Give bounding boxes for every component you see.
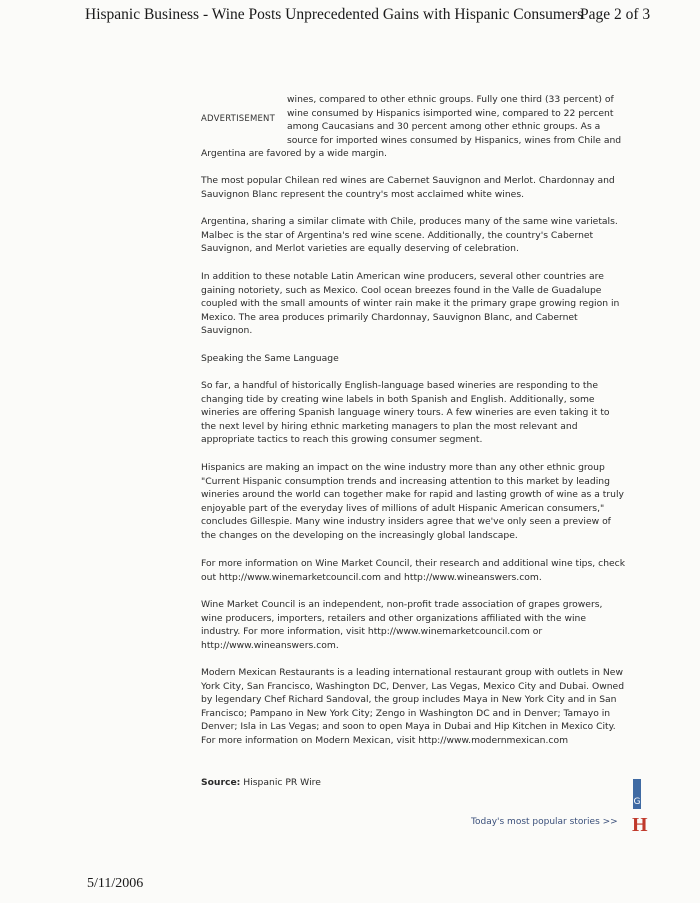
article-paragraph-9-text: Modern Mexican Restaurants is a leading international restaurant group with outlets in New York City, San Francisco, Washington DC, Denver, Las Vegas, Mexico City and Dubai. Owned by legendary Chef Richard Sandoval, the group includes Maya in New York City and in San Francisco; Pampano in New York City; Zengo in Washington DC and in Denver; Tamayo in Denver; Isla in Las Vegas; and soon to open Maya in Dubai and Hip Kitchen in Mexico City. For more information on Modern Mexican, visit http://www.modernmexican.com [201, 667, 625, 746]
article-paragraph-1 [287, 93, 627, 147]
article-paragraph-7-text: For more information on Wine Market Council, their research and additional wine tips, check out http://www.winemarketcouncil.com and http://www.wineanswers.com. [201, 558, 626, 583]
source-value: Hispanic PR Wire [243, 777, 321, 788]
advertisement-label: ADVERTISEMENT [201, 114, 276, 124]
article-source [201, 776, 626, 790]
side-blue-badge[interactable]: G [633, 779, 641, 809]
article-subheading-text: Speaking the Same Language [201, 353, 339, 364]
page-number: Page 2 of 3 [580, 6, 651, 23]
print-date: 5/11/2006 [87, 876, 144, 891]
article-paragraph-8 [201, 598, 626, 652]
article-paragraph-5-text: So far, a handful of historically English-language based wineries are responding to the changing tide by creating wine labels in both Spanish and English. Additionally, some wineries are offering Spanish language winery tours. A few wineries are even taking it to the next level by hiring ethnic marketing managers to plan the most relevant and appropriate tactics to reach this growing consumer segment. [201, 380, 610, 446]
article-paragraph-1-tail [201, 147, 626, 161]
article-paragraph-4 [201, 270, 626, 338]
article-paragraph-5 [201, 379, 626, 447]
page-header-title: Hispanic Business - Wine Posts Unprecedented Gains with Hispanic Consumers [85, 6, 584, 23]
article-paragraph-1-text: wines, compared to other ethnic groups. Fully one third (33 percent) of wine consumed by Hispanics isimported wine, compared to 22 percent among Caucasians and 30 percent among other ethnic groups. As a source for imported wines consumed by Hispanics, wines from Chile and [287, 94, 622, 146]
article-paragraph-9 [201, 666, 626, 748]
popular-stories-link[interactable]: Today's most popular stories >> [471, 817, 618, 827]
article-paragraph-2 [201, 174, 626, 201]
article-paragraph-3-text: Argentina, sharing a similar climate with Chile, produces many of the same wine varietals. Malbec is the star of Argentina's red wine scene. Additionally, the country's Cabernet Sauvignon, and Merlot varieties are equally deserving of celebration. [201, 216, 618, 255]
article-paragraph-4-text: In addition to these notable Latin American wine producers, several other countries are gaining notoriety, such as Mexico. Cool ocean breezes found in the Valle de Guadalupe coupled with the small amounts of winter rain make it the primary grape growing region in Mexico. The area produces primarily Chardonnay, Sauvignon Blanc, and Cabernet Sauvignon. [201, 271, 620, 337]
article-paragraph-7 [201, 557, 626, 584]
article-paragraph-2-text: The most popular Chilean red wines are Cabernet Sauvignon and Merlot. Chardonnay and Sauvignon Blanc represent the country's most acclaimed white wines. [201, 175, 615, 200]
article-paragraph-8-text: Wine Market Council is an independent, non-profit trade association of grapes growers, wine producers, importers, retailers and other organizations affiliated with the wine industry. For more information, visit http://www.winemarketcouncil.com or http://www.wineanswers.com. [201, 599, 603, 651]
side-red-badge[interactable]: H [632, 814, 648, 836]
article-paragraph-3 [201, 215, 626, 256]
source-label: Source: [201, 777, 241, 788]
article-subheading [201, 352, 626, 366]
article-paragraph-6-text: Hispanics are making an impact on the wine industry more than any other ethnic group "Current Hispanic consumption trends and increasing attention to this market by leading wineries around the world can together make for rapid and lasting growth of wine as a truly enjoyable part of the everyday lives of millions of adult Hispanic American consumers," concludes Gillespie. Many wine industry insiders agree that we've only seen a preview of the changes on the developing on the increasingly global landscape. [201, 462, 624, 541]
article-paragraph-6 [201, 461, 626, 543]
article-paragraph-1-tail-text: Argentina are favored by a wide margin. [201, 148, 387, 159]
